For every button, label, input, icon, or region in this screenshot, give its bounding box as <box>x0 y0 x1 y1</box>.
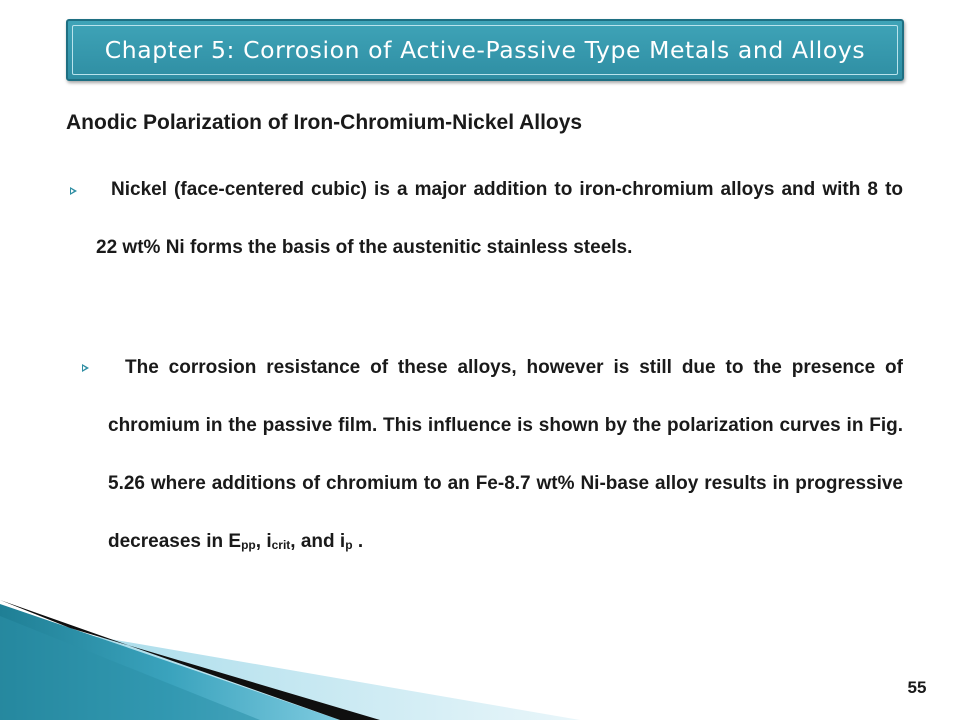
corner-decoration <box>0 590 580 720</box>
bullet-2-text: The corrosion resistance of these alloys, however is still due to the presence of chromium in the passive film. This influence is shown by the polarization curves in Fig. 5.26 where additions of chromium to an Fe-8.7 wt% Ni-base alloy results in progressive decreases in $E_{pp}$, $i_{crit}$, and $i_p$ . <box>108 357 903 552</box>
arrow-bullet-icon <box>70 187 77 195</box>
page-number: 55 <box>907 678 927 697</box>
arrow-bullet-icon <box>82 364 89 372</box>
section-heading: Anodic Polarization of Iron-Chromium-Nickel Alloys <box>66 111 583 134</box>
slide-title: Chapter 5: Corrosion of Active-Passive Type Metals and Alloys <box>104 36 866 64</box>
bullet-1-text: Nickel (face-centered cubic) is a major addition to iron-chromium alloys and with 8 to 22 wt% Ni forms the basis of the austenitic stainless steels. <box>96 179 903 258</box>
title-frame <box>72 25 898 75</box>
title-bar <box>66 19 904 81</box>
